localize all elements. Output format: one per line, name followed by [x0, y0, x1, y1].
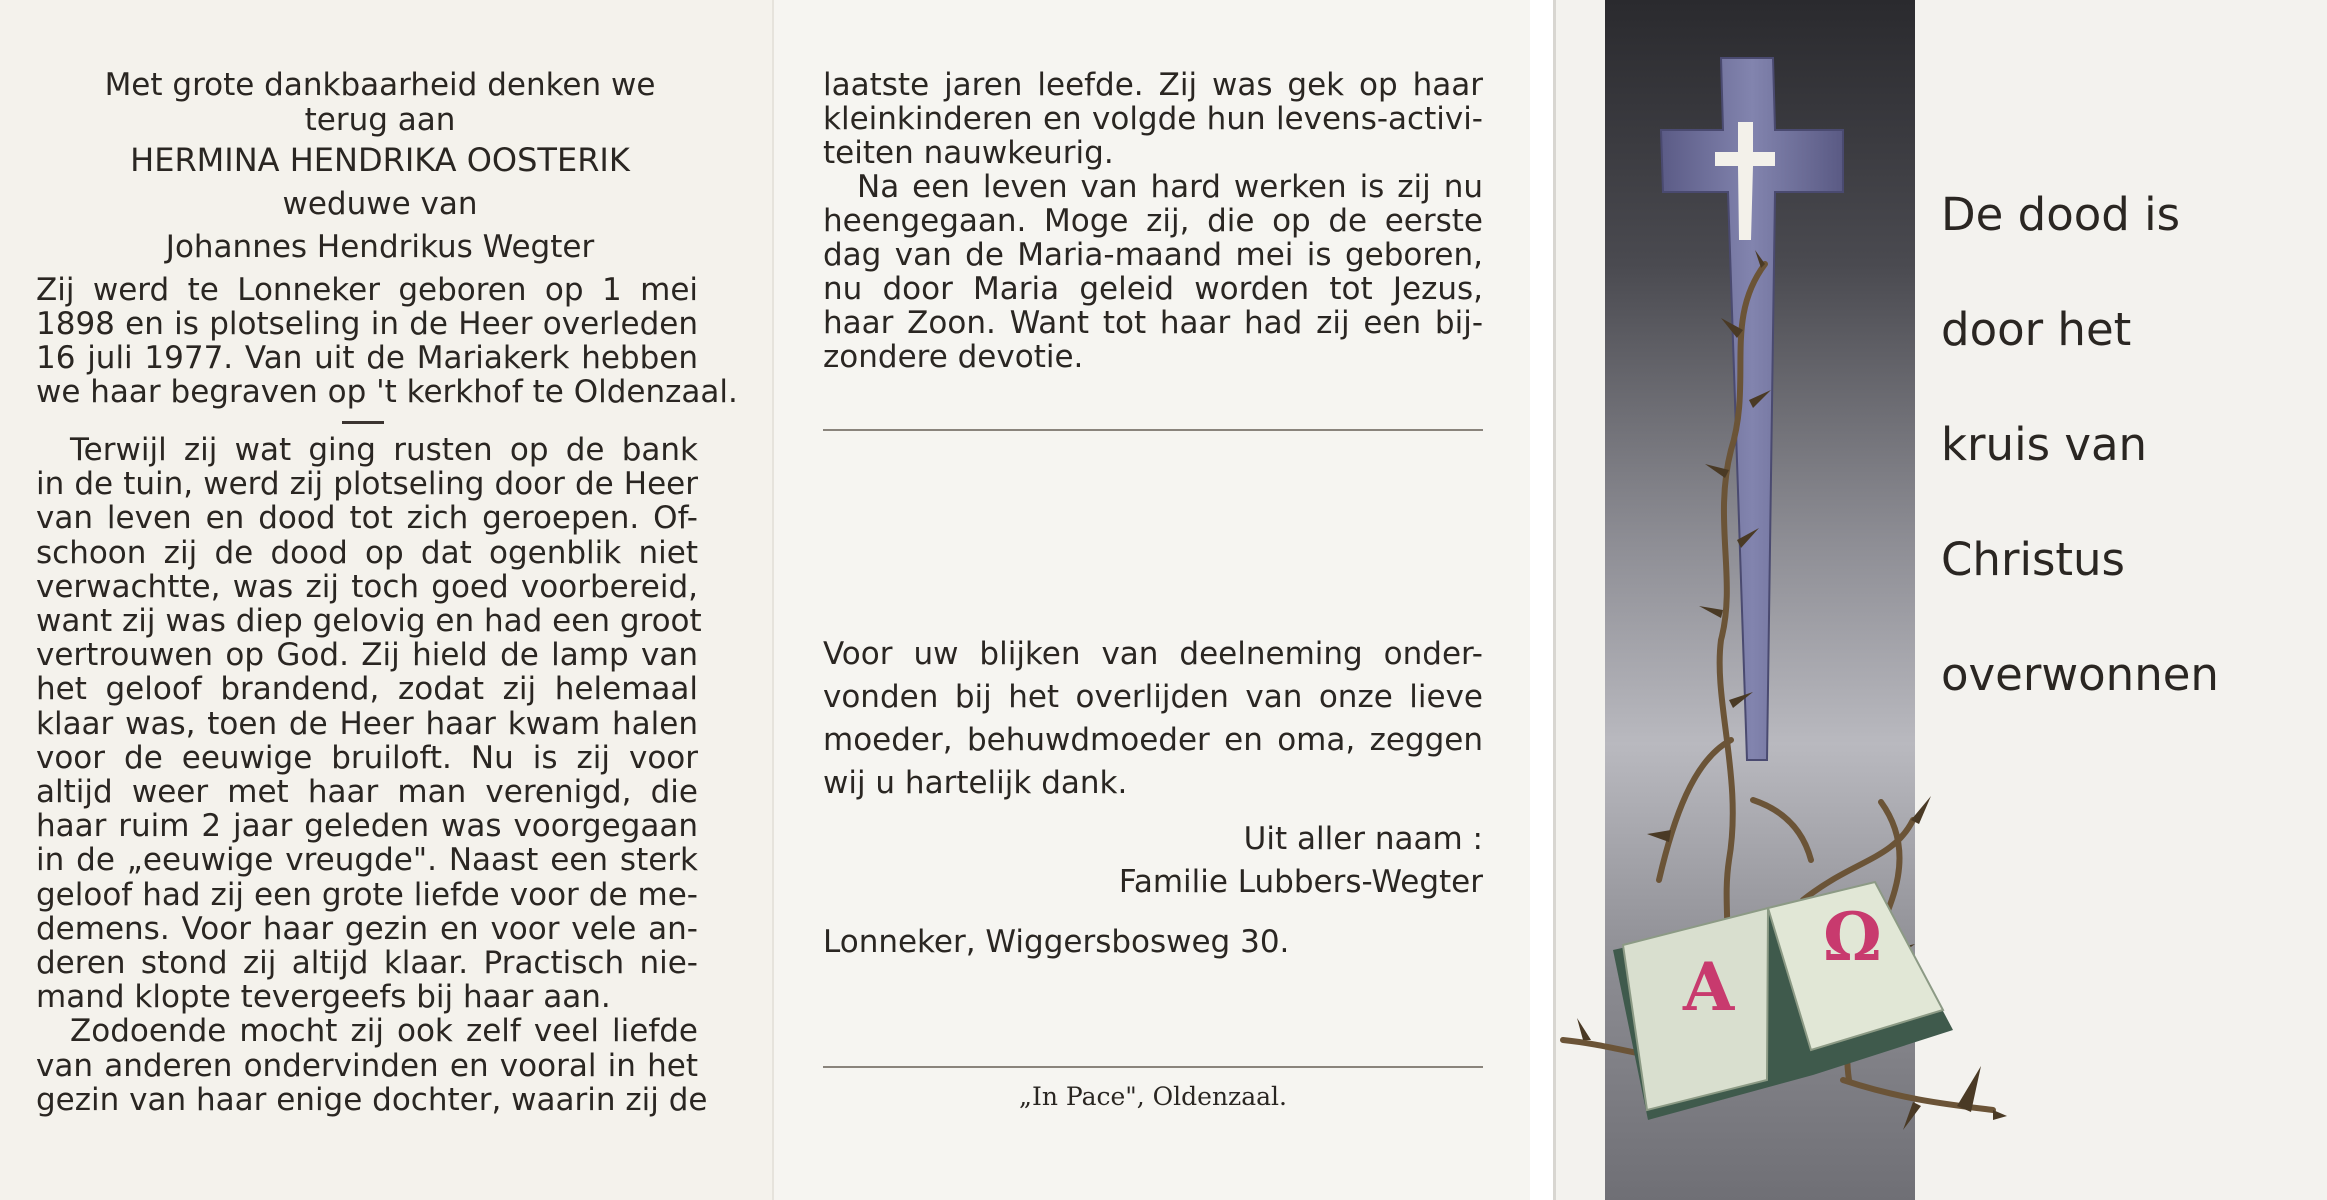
sign-off-label: Uit aller naam : — [1243, 821, 1483, 857]
text-line: gezin van haar enige dochter, waarin zij de — [36, 1081, 708, 1118]
text-line: Zij werd te Lonneker geboren op 1 mei — [36, 272, 698, 308]
text-line: van leven en dood tot zich geroepen. Of- — [36, 500, 698, 537]
text-line: voor de eeuwige bruiloft. Nu is zij voor — [36, 739, 698, 776]
text-line: 16 juli 1977. Van uit de Mariakerk hebben — [36, 340, 698, 376]
section-divider — [342, 421, 384, 424]
text-line: laatste jaren leefde. Zij was gek op haar — [823, 67, 1483, 103]
text-line: van anderen ondervinden en vooral in het — [36, 1047, 698, 1084]
widow-of-label: weduwe van — [282, 186, 478, 222]
husband-name: Johannes Hendrikus Wegter — [165, 229, 595, 265]
motto-line-3: kruis van — [1941, 418, 2148, 471]
text-line: demens. Voor haar gezin en voor vele an- — [36, 910, 698, 947]
omega-symbol: Ω — [1823, 898, 1882, 976]
text-line: Na een leven van hard werken is zij nu — [857, 169, 1483, 205]
text-line: dag van de Maria-maand mei is geboren, — [823, 237, 1483, 273]
text-line: verwachtte, was zij toch goed voorbereid, — [36, 568, 698, 605]
printer-credit: „In Pace", Oldenzaal. — [1019, 1082, 1287, 1111]
text-line: 1898 en is plotseling in de Heer overleden — [36, 306, 698, 342]
text-line: heengegaan. Moge zij, die op de eerste — [823, 203, 1483, 239]
text-line: moeder, behuwdmoeder en oma, zeggen — [823, 722, 1483, 758]
text-line: vertrouwen op God. Zij hield de lamp van — [36, 637, 698, 674]
motto-line-2: door het — [1941, 303, 2132, 356]
family-address: Lonneker, Wiggersbosweg 30. — [823, 924, 1290, 960]
text-line: mand klopte tevergeefs bij haar aan. — [36, 979, 611, 1016]
deceased-name: HERMINA HENDRIKA OOSTERIK — [130, 141, 630, 179]
motto-line-1: De dood is — [1941, 188, 2181, 241]
text-line: teiten nauwkeurig. — [823, 135, 1114, 171]
text-line: in de tuin, werd zij plotseling door de Heer — [36, 466, 698, 503]
cross-icon — [1661, 58, 1843, 760]
text-line: geloof had zij een grote liefde voor de me- — [36, 876, 698, 913]
text-line: haar ruim 2 jaar geleden was voorgegaan — [36, 808, 698, 845]
text-line: zondere devotie. — [823, 339, 1084, 375]
text-line: Terwijl zij wat ging rusten op de bank — [70, 432, 698, 468]
text-line: altijd weer met haar man verenigd, die — [36, 774, 698, 810]
upper-divider — [823, 429, 1483, 431]
text-line: deren stond zij altijd klaar. Practisch nie- — [36, 945, 698, 981]
intro-line-1: Met grote dankbaarheid denken we — [104, 67, 656, 103]
lower-divider — [823, 1066, 1483, 1068]
text-line: haar Zoon. Want tot haar had zij een bij- — [823, 305, 1483, 341]
family-signature: Familie Lubbers-Wegter — [1118, 864, 1483, 900]
text-line: we haar begraven op 't kerkhof te Oldenzaal. — [36, 374, 738, 410]
text-line: Zodoende mocht zij ook zelf veel liefde — [70, 1013, 698, 1050]
text-line: vonden bij het overlijden van onze lieve — [823, 679, 1483, 715]
text-line: schoon zij de dood op dat ogenblik niet — [36, 534, 698, 571]
cross-thorns-book-illustration — [1553, 0, 2327, 1200]
text-line: want zij was diep gelovig en had een groot — [36, 603, 702, 639]
text-line: wij u hartelijk dank. — [823, 765, 1128, 801]
intro-line-2: terug aan — [304, 102, 456, 138]
text-line: het geloof brandend, zodat zij helemaal — [36, 671, 698, 708]
text-line: Voor uw blijken van deelneming onder- — [823, 636, 1483, 672]
text-line: in de „eeuwige vreugde". Naast een sterk — [36, 842, 698, 879]
motto-line-5: overwonnen — [1941, 648, 2219, 701]
text-line: kleinkinderen en volgde hun levens-activi- — [823, 101, 1483, 137]
text-line: klaar was, toen de Heer haar kwam halen — [36, 705, 698, 742]
text-line: nu door Maria geleid worden tot Jezus, — [823, 271, 1483, 307]
open-book-icon — [1613, 882, 1953, 1120]
motto-line-4: Christus — [1941, 533, 2125, 586]
alpha-symbol: A — [1683, 948, 1735, 1026]
